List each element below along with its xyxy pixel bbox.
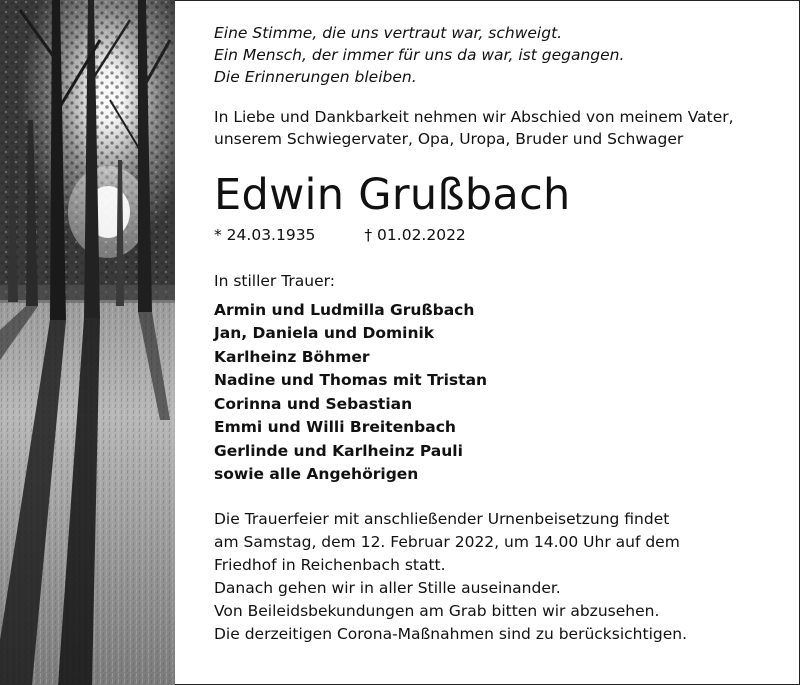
funeral-line: Die derzeitigen Corona-Maßnahmen sind zu berücksichtigen.: [214, 624, 688, 643]
mourner-entry: Gerlinde und Karlheinz Pauli: [214, 441, 463, 460]
mourner-entry: Karlheinz Böhmer: [214, 347, 370, 366]
funeral-info: [214, 508, 784, 646]
notice-content: [214, 22, 784, 646]
mourning-label: In stiller Trauer:: [214, 272, 335, 290]
quote-line: Ein Mensch, der immer für uns da war, ist gegangen.: [214, 46, 625, 64]
mourner-entry: Corinna und Sebastian: [214, 394, 413, 413]
mourners-list: [214, 270, 784, 487]
mourner-entry: Armin und Ludmilla Grußbach: [214, 300, 475, 319]
deceased-name: Edwin Grußbach: [214, 170, 571, 220]
death-date: † 01.02.2022: [364, 226, 466, 244]
mourner-entry: sowie alle Angehörigen: [214, 465, 419, 483]
farewell-intro: [214, 106, 784, 150]
birth-date: * 24.03.1935: [214, 226, 316, 244]
mourner-entry: Emmi und Willi Breitenbach: [214, 418, 456, 436]
life-dates: [214, 224, 784, 246]
funeral-line: Die Trauerfeier mit anschließender Urnenbeisetzung findet: [214, 509, 670, 528]
park-trees-photo: [0, 0, 175, 685]
quote-line: Die Erinnerungen bleiben.: [214, 68, 417, 86]
funeral-line: Friedhof in Reichenbach statt.: [214, 555, 446, 574]
intro-line: In Liebe und Dankbarkeit nehmen wir Abschied von meinem Vater,: [214, 108, 734, 126]
mourner-entry: Jan, Daniela und Dominik: [214, 324, 435, 342]
funeral-line: am Samstag, dem 12. Februar 2022, um 14.00 Uhr auf dem: [214, 532, 680, 551]
memorial-quote: [214, 22, 784, 88]
quote-line: Eine Stimme, die uns vertraut war, schweigt.: [214, 24, 563, 42]
intro-line: unserem Schwiegervater, Opa, Uropa, Bruder und Schwager: [214, 130, 684, 148]
funeral-line: Danach gehen wir in aller Stille auseinander.: [214, 578, 561, 597]
mourner-entry: Nadine und Thomas mit Tristan: [214, 371, 488, 389]
funeral-line: Von Beileidsbekundungen am Grab bitten wir abzusehen.: [214, 601, 660, 620]
